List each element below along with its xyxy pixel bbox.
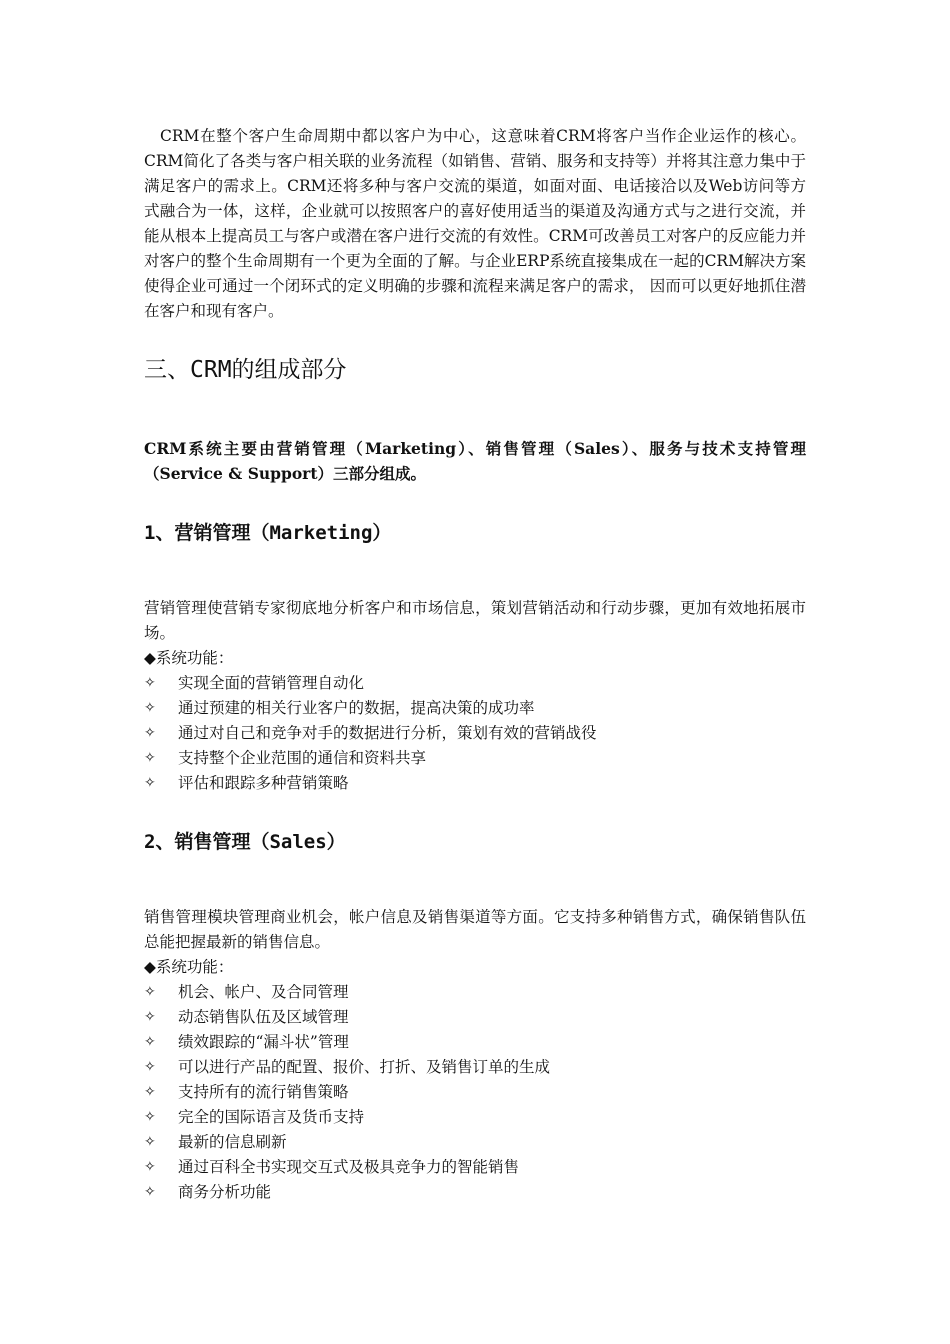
sales-description: 销售管理模块管理商业机会，帐户信息及销售渠道等方面。它支持多种销售方式，确保销售队伍总能把握最新的销售信息。 xyxy=(144,908,806,951)
list-item: ✧ 评估和跟踪多种营销策略 xyxy=(144,771,597,796)
list-item: ✧ 通过预建的相关行业客户的数据，提高决策的成功率 xyxy=(144,696,597,721)
star-bullet-icon: ✧ xyxy=(144,1109,156,1125)
list-item: ✧ 机会、帐户、及合同管理 xyxy=(144,980,550,1005)
star-bullet-icon: ✧ xyxy=(144,1034,156,1050)
star-bullet-icon: ✧ xyxy=(144,1059,156,1075)
star-bullet-icon: ✧ xyxy=(144,1159,156,1175)
list-item: ✧ 商务分析功能 xyxy=(144,1180,550,1205)
star-bullet-icon: ✧ xyxy=(144,1184,156,1200)
intro-paragraph: CRM在整个客户生命周期中都以客户为中心，这意味着CRM将客户当作企业运作的核心。CRM简化了各类与客户相关联的业务流程（如销售、营销、服务和支持等）并将其注意力集中于满足客户的需求上。CRM还将多种与客户交流的渠道，如面对面、电话接洽以及Web访问等方式融合为一体，这样，企业就可以按照客户的喜好使用适当的渠道及沟通方式与之进行交流，并能从根本上提高员工与客户或潜在客户进行交流的有效性。CRM可改善员工对客户的反应能力并对客户的整个生命周期有一个更为全面的了解。与企业ERP系统直接集成在一起的CRM解决方案使得企业可通过一个闭环式的定义明确的步骤和流程来满足客户的需求， 因而可以更好地抓住潜在客户和现有客户。 xyxy=(144,127,806,320)
star-bullet-icon: ✧ xyxy=(144,1084,156,1100)
list-item: ✧ 最新的信息刷新 xyxy=(144,1130,550,1155)
list-item: ✧ 支持所有的流行销售策略 xyxy=(144,1080,550,1105)
section-heading: 三、CRM的组成部分 xyxy=(144,357,347,383)
star-bullet-icon: ✧ xyxy=(144,775,156,791)
star-bullet-icon: ✧ xyxy=(144,725,156,741)
list-item: ✧ 通过百科全书实现交互式及极具竞争力的智能销售 xyxy=(144,1155,550,1180)
list-item: ✧ 绩效跟踪的“漏斗状”管理 xyxy=(144,1030,550,1055)
list-item: ✧ 完全的国际语言及货币支持 xyxy=(144,1105,550,1130)
section-lead-paragraph: CRM系统主要由营销管理（Marketing）、销售管理（Sales）、服务与技术支持管理（Service & Support）三部分组成。 xyxy=(144,439,806,483)
star-bullet-icon: ✧ xyxy=(144,700,156,716)
star-bullet-icon: ✧ xyxy=(144,675,156,691)
marketing-features-label: ◆系统功能： xyxy=(144,649,234,667)
list-item: ✧ 动态销售队伍及区域管理 xyxy=(144,1005,550,1030)
list-item: ✧ 可以进行产品的配置、报价、打折、及销售订单的生成 xyxy=(144,1055,550,1080)
star-bullet-icon: ✧ xyxy=(144,750,156,766)
marketing-feature-list xyxy=(144,671,597,796)
sales-features-label: ◆系统功能： xyxy=(144,958,234,976)
marketing-heading: 1、营销管理（Marketing） xyxy=(144,522,392,544)
list-item: ✧ 支持整个企业范围的通信和资料共享 xyxy=(144,746,597,771)
sales-heading: 2、销售管理（Sales） xyxy=(144,831,346,853)
star-bullet-icon: ✧ xyxy=(144,984,156,1000)
star-bullet-icon: ✧ xyxy=(144,1009,156,1025)
sales-feature-list xyxy=(144,980,550,1205)
list-item: ✧ 通过对自己和竞争对手的数据进行分析，策划有效的营销战役 xyxy=(144,721,597,746)
list-item: ✧ 实现全面的营销管理自动化 xyxy=(144,671,597,696)
star-bullet-icon: ✧ xyxy=(144,1134,156,1150)
marketing-description: 营销管理使营销专家彻底地分析客户和市场信息，策划营销活动和行动步骤，更加有效地拓展市场。 xyxy=(144,599,806,642)
